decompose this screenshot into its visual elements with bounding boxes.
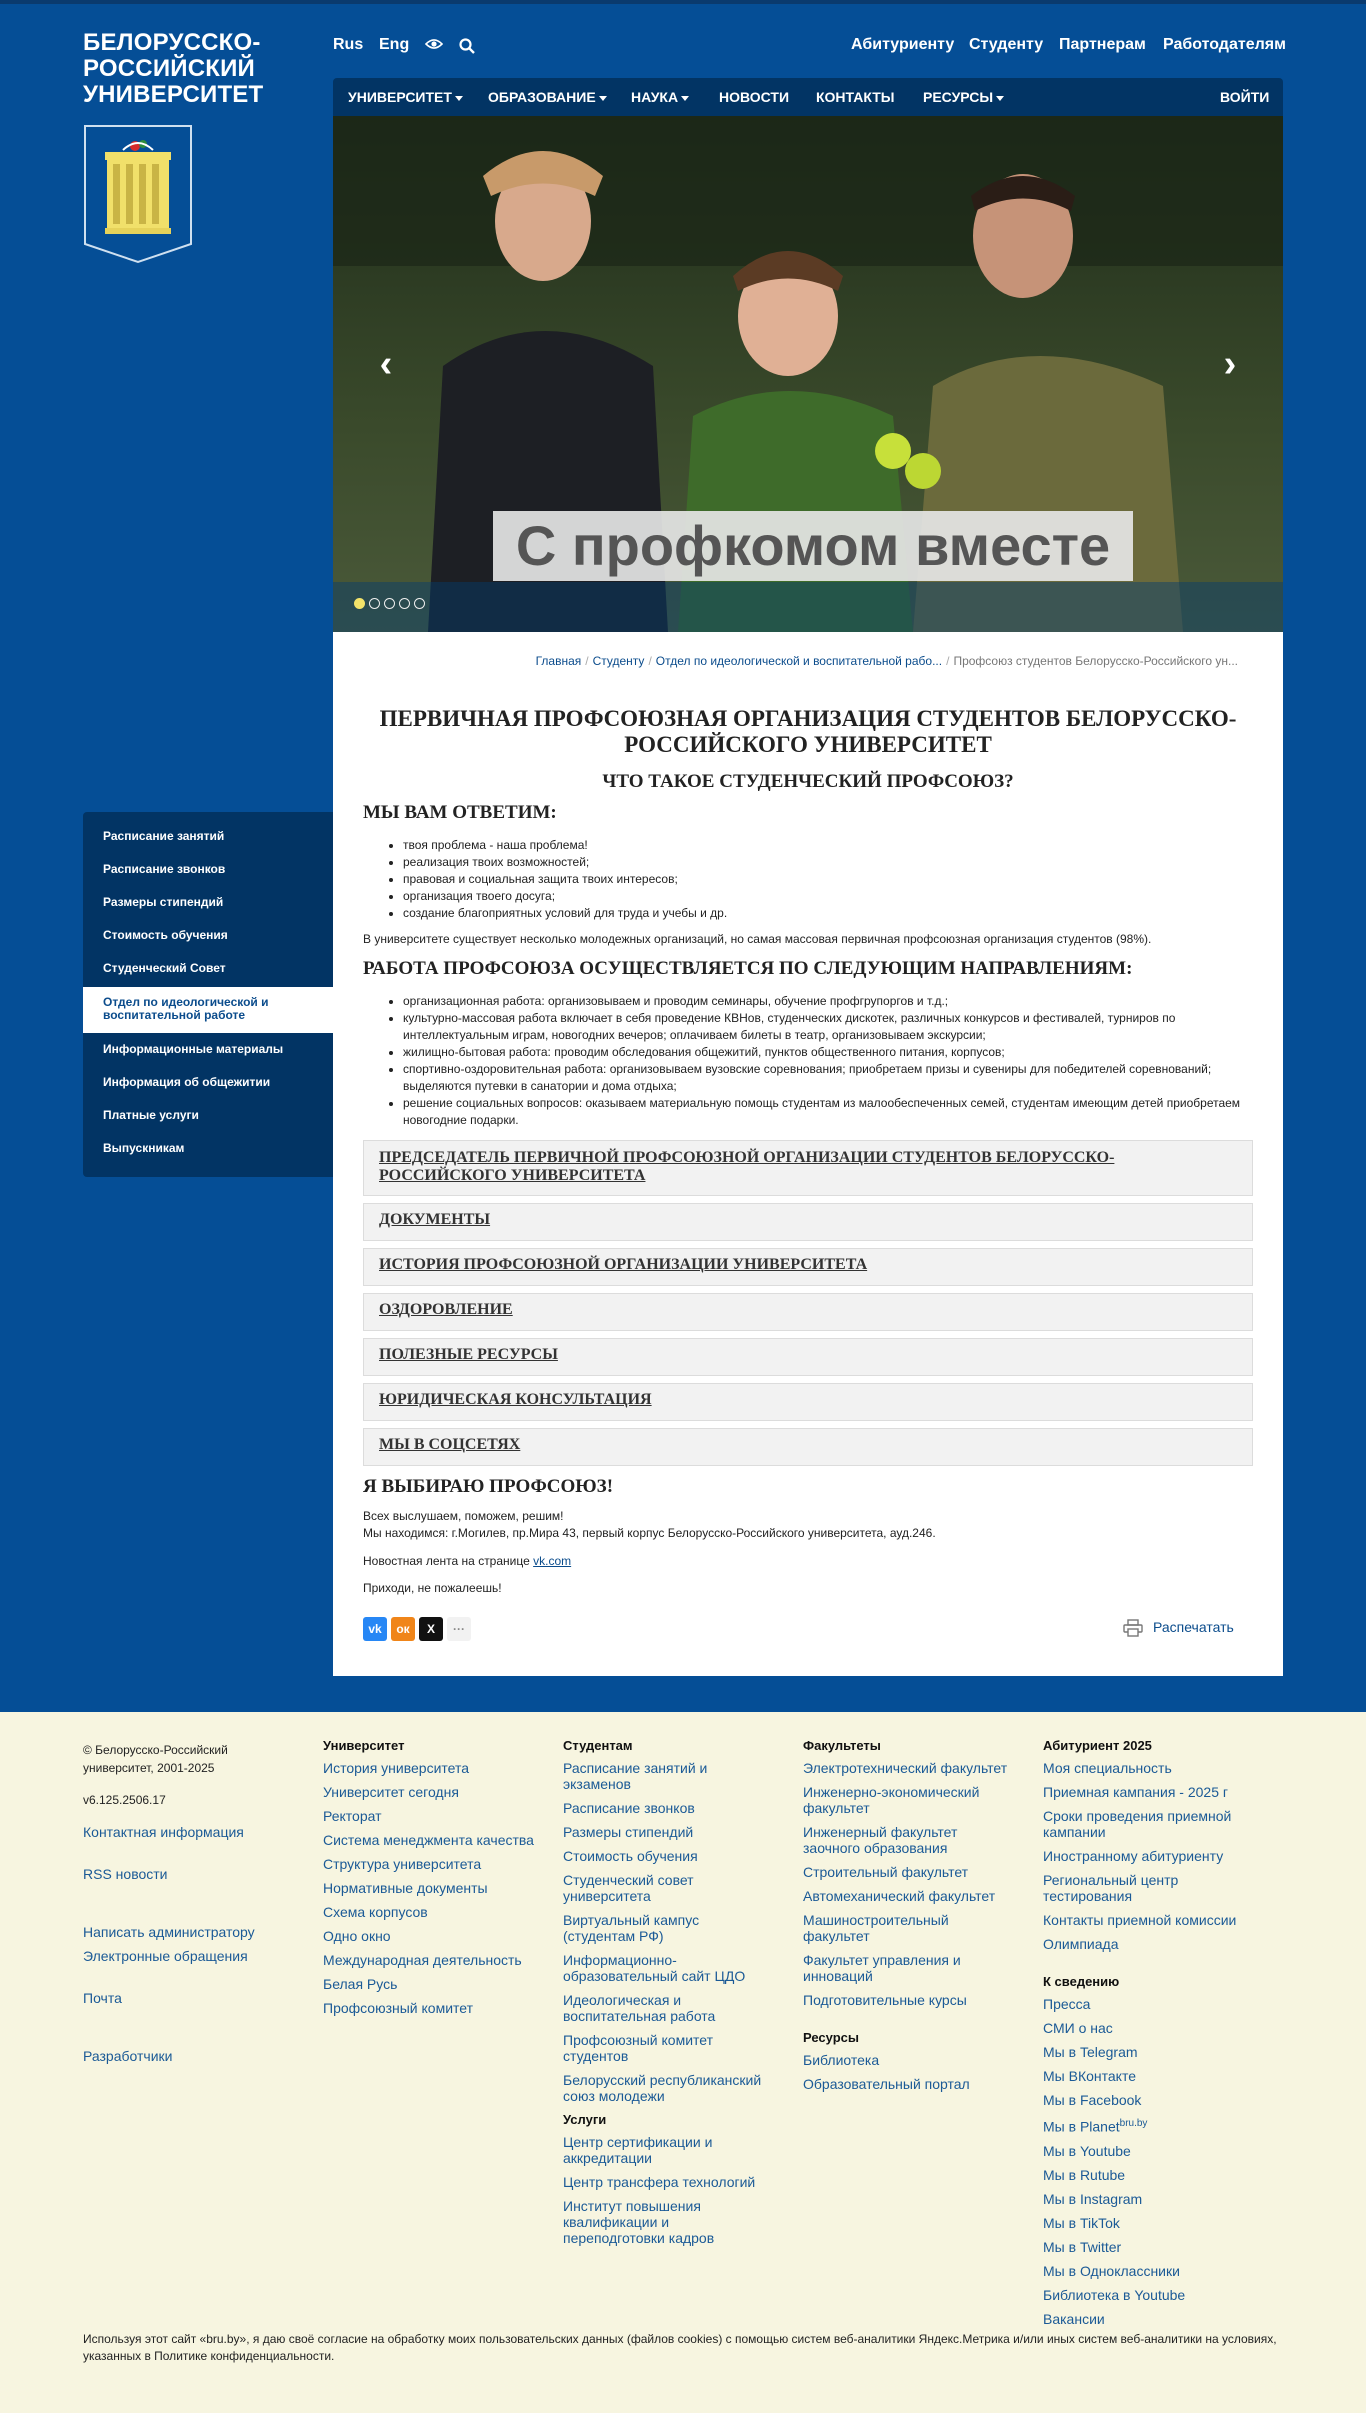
breadcrumb-current: Профсоюз студентов Белорусско-Российского ун... [953,654,1238,668]
list-item: • решение социальных вопросов: оказываем материальную помощь студентам из малообеспеченных семей, студентам имеющим детей приобретаем новогодние подарки. [403,1095,1253,1129]
footer-link[interactable]: Факультет управления и инноваций [803,1952,961,1984]
vk-link[interactable]: vk.com [533,1554,572,1568]
breadcrumb-ideology[interactable]: Отдел по идеологической и воспитательной рабо... [655,654,943,668]
slider-dots-bar [333,582,1283,632]
main-content [333,632,1283,1676]
accordion-health[interactable] [363,1293,1253,1331]
footer-link[interactable]: Система менеджмента качества [323,1832,534,1848]
hero-slider[interactable] [333,116,1283,632]
footer-link[interactable]: Институт повышения квалификации и переподготовки кадров [563,2198,715,2246]
list-item: • организация твоего досуга; [403,888,1253,905]
page-subtitle: ЧТО ТАКОЕ СТУДЕНЧЕСКИЙ ПРОФСОЮЗ? [602,771,1014,792]
footer-link[interactable]: Мы в Telegram [1043,2044,1138,2060]
footer-link[interactable]: Контакты приемной комиссии [1043,1912,1237,1928]
list-item: • организационная работа: организовываем и проводим семинары, обучение профгрупоргов и т.д.; [403,993,1253,1010]
breadcrumb-separator: / [648,654,652,668]
nav-education[interactable] [488,78,607,116]
utility-bar [333,36,1286,58]
footer-rss-link[interactable]: RSS новости [83,1866,168,1882]
site-title[interactable]: БЕЛОРУССКО-РОССИЙСКИЙ УНИВЕРСИТЕТ [83,29,264,108]
footer-link[interactable]: Мы в Одноклассники [1043,2262,1180,2279]
footer-col-title: Факультеты [803,1738,881,1753]
footer-link[interactable]: Мы в Youtube [1043,2142,1131,2159]
footer-link[interactable]: Региональный центр тестирования [1043,1872,1179,1904]
search-icon[interactable] [459,38,475,59]
footer-link[interactable]: Ректорат [323,1808,382,1824]
footer-link[interactable]: Мы в Facebook [1043,2092,1142,2108]
footer-link[interactable]: Схема корпусов [323,1904,428,1920]
x-share-icon[interactable]: X [419,1617,443,1641]
side-item-ideology[interactable]: Отдел по идеологической и воспитательной работе [83,987,333,1033]
footer-link[interactable]: Размеры стипендий [563,1824,694,1840]
news-prefix: Новостная лента на странице [363,1554,530,1568]
footer-link[interactable]: Моя специальность [1043,1760,1172,1776]
section-heading-answer: МЫ ВАМ ОТВЕТИМ: [363,802,557,823]
list-item: • реализация твоих возможностей; [403,854,1253,871]
footer-link[interactable]: Центр сертификации и аккредитации [563,2134,713,2166]
footer-contact-link[interactable]: Контактная информация [83,1824,244,1840]
list-item: • правовая и социальная защита твоих интересов; [403,871,1253,888]
nav-news[interactable]: НОВОСТИ [719,89,790,105]
footer-link[interactable]: Белорусский республиканский союз молодежи [563,2072,762,2104]
footer-link[interactable]: Автомеханический факультет [803,1888,996,1904]
breadcrumb-separator: / [585,654,589,668]
footer-link[interactable]: Идеологическая и воспитательная работа [563,1992,716,2024]
side-item-info-materials[interactable]: Информационные материалы [103,1042,284,1056]
chevron-down-icon [996,96,1004,101]
side-item-bells[interactable]: Расписание звонков [103,862,226,876]
accordion-label: МЫ В СОЦСЕТЯХ [379,1436,521,1453]
accordion-label: ЮРИДИЧЕСКАЯ КОНСУЛЬТАЦИЯ [379,1391,652,1408]
closing-line: Приходи, не пожалеешь! [363,1581,502,1595]
planet-label: Мы в Planet [1043,2118,1120,2135]
university-crest-logo[interactable] [83,124,193,264]
footer-link[interactable]: Стоимость обучения [563,1848,698,1864]
section-heading-choose: Я ВЫБИРАЮ ПРОФСОЮЗ! [363,1476,614,1497]
footer-link[interactable]: Мы ВКонтакте [1043,2068,1136,2084]
footer-col-title: К сведению [1043,1974,1120,1989]
side-menu [83,812,333,1177]
footer-link[interactable]: Мы в Instagram [1043,2190,1143,2207]
footer-link[interactable]: История университета [323,1760,470,1776]
accordion-label: ОЗДОРОВЛЕНИЕ [379,1301,513,1318]
footer-link[interactable]: Международная деятельность [323,1952,522,1968]
footer-link[interactable]: Структура университета [323,1856,482,1872]
footer-link[interactable]: Профсоюзный комитет студентов [563,2032,714,2064]
footer-mail-link[interactable]: Почта [83,1990,122,2006]
footer-version: v6.125.2506.17 [83,1793,166,1807]
footer-link[interactable]: Олимпиада [1043,1936,1119,1952]
chevron-down-icon [681,96,689,101]
footer-col-applicant [1043,1738,1253,2335]
footer-link[interactable]: Машиностроительный факультет [803,1912,949,1944]
nav-university-label: УНИВЕРСИТЕТ [348,89,452,105]
footer-link[interactable]: Инженерно-экономический факультет [803,1784,980,1816]
nav-resources-label: РЕСУРСЫ [923,89,994,105]
nav-science-label: НАУКА [631,89,679,105]
accordion-legal[interactable] [363,1383,1253,1421]
lang-ru-link[interactable]: Rus [333,36,364,53]
link-student[interactable]: Студенту [969,36,1044,53]
slider-dot-4[interactable] [399,598,410,609]
choose-line-2: Мы находимся: г.Могилев, пр.Мира 43, первый корпус Белорусско-Российского университета, ауд.246. [363,1526,936,1540]
footer-link[interactable]: Мы в Rutube [1043,2166,1126,2183]
footer-link[interactable]: Информационно-образовательный сайт ЦДО [563,1952,746,1984]
slider-dot-5[interactable] [414,598,425,609]
slider-dot-1[interactable] [354,598,365,609]
print-button[interactable] [1123,1619,1234,1637]
footer-link[interactable]: Библиотека [803,2052,880,2068]
footer-link[interactable]: Расписание звонков [563,1800,695,1816]
list-item: • создание благоприятных условий для труда и учебы и др. [403,905,1253,922]
accordion-documents[interactable] [363,1203,1253,1241]
slider-prev-arrow[interactable]: ‹ [379,343,393,385]
footer-link[interactable]: Нормативные документы [323,1880,488,1896]
slider-next-arrow[interactable]: › [1223,343,1237,385]
footer-link[interactable]: Образовательный портал [803,2076,970,2092]
slide-caption: С профкомом вместе [515,514,1111,577]
eye-icon[interactable] [425,37,443,56]
accordion-chairman[interactable] [363,1140,1253,1196]
footer-col-title: Абитуриент 2025 [1043,1738,1152,1753]
footer-link[interactable]: Виртуальный кампус (студентам РФ) [563,1912,700,1944]
footer-link[interactable]: Иностранному абитуриенту [1043,1848,1224,1864]
footer-link[interactable]: Мы в Twitter [1043,2238,1122,2255]
cookie-notice: Используя этот сайт «bru.by», я даю своё согласие на обработку моих пользовательских данных (файлов cookies) с помощью систем веб-аналитики Яндекс.Метрика и/или иных систем веб-аналитики на условиях, указанных в Политике конфиденциальности. [83,2332,1277,2363]
footer-link[interactable]: Инженерный факультет заочного образования [803,1824,958,1856]
side-item-graduates[interactable]: Выпускникам [103,1141,185,1155]
planet-sup: bru.by [1119,2118,1148,2129]
list-item: • твоя проблема - наша проблема! [403,837,1253,854]
page-title: ПЕРВИЧНАЯ ПРОФСОЮЗНАЯ ОРГАНИЗАЦИЯ СТУДЕНТОВ БЕЛОРУССКО-РОССИЙСКОГО УНИВЕРСИТЕТ [379,706,1237,757]
footer-col-students [563,1738,773,2254]
accordion-resources[interactable] [363,1338,1253,1376]
footer-col-title: Ресурсы [803,2030,859,2045]
breadcrumb-separator: / [946,654,950,668]
odnoklassniki-share-icon[interactable]: ок [391,1617,415,1641]
footer-link[interactable]: Центр трансфера технологий [563,2174,756,2190]
breadcrumb [333,654,1238,668]
breadcrumb-home[interactable]: Главная [535,654,582,668]
footer-link[interactable]: Профсоюзный комитет [323,2000,474,2016]
footer-link-planet[interactable] [1043,2116,1253,2135]
accordion-history[interactable] [363,1248,1253,1286]
side-item-dormitory[interactable]: Информация об общежитии [103,1075,271,1089]
print-label: Распечатать [1153,1619,1234,1635]
footer-link[interactable]: Расписание занятий и экзаменов [563,1760,708,1792]
main-nav [333,78,1283,116]
directions-list [403,993,1253,1129]
footer-link[interactable]: Университет сегодня [323,1784,459,1800]
footer-link[interactable]: Вакансии [1043,2310,1105,2327]
choose-line-1: Всех выслушаем, поможем, решим! [363,1509,564,1523]
link-partners[interactable]: Партнерам [1059,36,1146,53]
link-applicant[interactable]: Абитуриенту [851,36,955,53]
chevron-down-icon [455,96,463,101]
footer-col-university [323,1738,553,2024]
footer-link[interactable]: Студенческий совет университета [563,1872,694,1904]
slider-dot-2[interactable] [369,598,380,609]
list-item: • культурно-массовая работа включает в себя проведение КВНов, студенческих дискотек, различных конкурсов и фестивалей, турниров по интеллектуальным играм, новогодних вечеров; оплачиваем билеты в театр, организовываем экскурсии; [403,1010,1253,1044]
footer-link[interactable]: Подготовительные курсы [803,1992,967,2008]
list-item: • спортивно-оздоровительная работа: организовываем вузовские соревнования; приобретаем призы и сувениры для победителей соревнований; выделяются путевки в санатории и дома отдыха; [403,1061,1253,1095]
footer-link[interactable]: Одно окно [323,1928,391,1944]
list-item: • жилищно-бытовая работа: проводим обследования общежитий, пунктов общественного питания, корпусов; [403,1044,1253,1061]
footer-link[interactable]: Библиотека в Youtube [1043,2286,1186,2303]
footer-link[interactable]: Электротехнический факультет [803,1760,1008,1776]
section-heading-directions: РАБОТА ПРОФСОЮЗА ОСУЩЕСТВЛЯЕТСЯ ПО СЛЕДУЮЩИМ НАПРАВЛЕНИЯМ: [363,958,1133,979]
footer-developers-link[interactable]: Разработчики [83,2048,173,2064]
footer-link[interactable]: Пресса [1043,1996,1091,2012]
nav-contacts[interactable]: КОНТАКТЫ [816,89,895,105]
slider-dot-3[interactable] [384,598,395,609]
vk-share-icon[interactable]: vk [363,1617,387,1641]
footer-copyright: © Белорусско-Российский университет, 2001-2025 [83,1743,228,1775]
side-item-student-council[interactable]: Студенческий Совет [103,961,226,975]
footer-write-admin-link[interactable]: Написать администратору [83,1924,255,1940]
footer-col-title: Услуги [563,2112,607,2127]
accordion-label: ДОКУМЕНТЫ [379,1211,491,1228]
side-item-tuition[interactable]: Стоимость обучения [103,928,228,942]
nav-resources[interactable] [923,78,1004,116]
brand[interactable] [83,30,313,108]
nav-university[interactable] [348,78,463,116]
answers-list [403,837,1253,922]
side-item-paid-services[interactable]: Платные услуги [103,1108,199,1122]
footer-link[interactable]: Мы в TikTok [1043,2214,1120,2231]
footer-link[interactable]: Строительный факультет [803,1864,969,1880]
link-employers[interactable]: Работодателям [1163,36,1286,53]
accordion-label: ИСТОРИЯ ПРОФСОЮЗНОЙ ОРГАНИЗАЦИИ УНИВЕРСИТЕТА [379,1256,868,1273]
footer-col-title: Университет [323,1738,405,1753]
footer-link[interactable]: Белая Русь [323,1976,398,1992]
nav-science[interactable] [631,78,689,116]
more-share-icon[interactable]: ··· [447,1617,471,1641]
footer-link[interactable]: Приемная кампания - 2025 г [1043,1784,1228,1800]
side-item-schedule[interactable]: Расписание занятий [103,829,225,843]
footer-link[interactable]: Сроки проведения приемной кампании [1043,1808,1232,1840]
login-button[interactable]: ВОЙТИ [1220,89,1270,105]
footer-col-title: Студентам [563,1738,633,1753]
chevron-down-icon [599,96,607,101]
printer-icon [1123,1619,1143,1637]
footer-col-faculties [803,1738,1013,2100]
lang-en-link[interactable]: Eng [379,36,410,53]
news-line [363,1553,1253,1570]
accordion-social[interactable] [363,1428,1253,1466]
side-item-stipends[interactable]: Размеры стипендий [103,895,224,909]
nav-education-label: ОБРАЗОВАНИЕ [488,89,596,105]
accordion-label: ПОЛЕЗНЫЕ РЕСУРСЫ [379,1346,558,1363]
footer-link[interactable]: СМИ о нас [1043,2020,1113,2036]
footer-appeals-link[interactable]: Электронные обращения [83,1948,248,1964]
accordion-label: ПРЕДСЕДАТЕЛЬ ПЕРВИЧНОЙ ПРОФСОЮЗНОЙ ОРГАНИЗАЦИИ СТУДЕНТОВ БЕЛОРУССКО-РОССИЙСКОГО УНИВЕРСИТЕТА [379,1149,1115,1184]
intro-paragraph: В университете существует несколько молодежных организаций, но самая массовая первичная профсоюзная организация студентов (98%). [363,932,1152,946]
breadcrumb-student[interactable]: Студенту [592,654,645,668]
